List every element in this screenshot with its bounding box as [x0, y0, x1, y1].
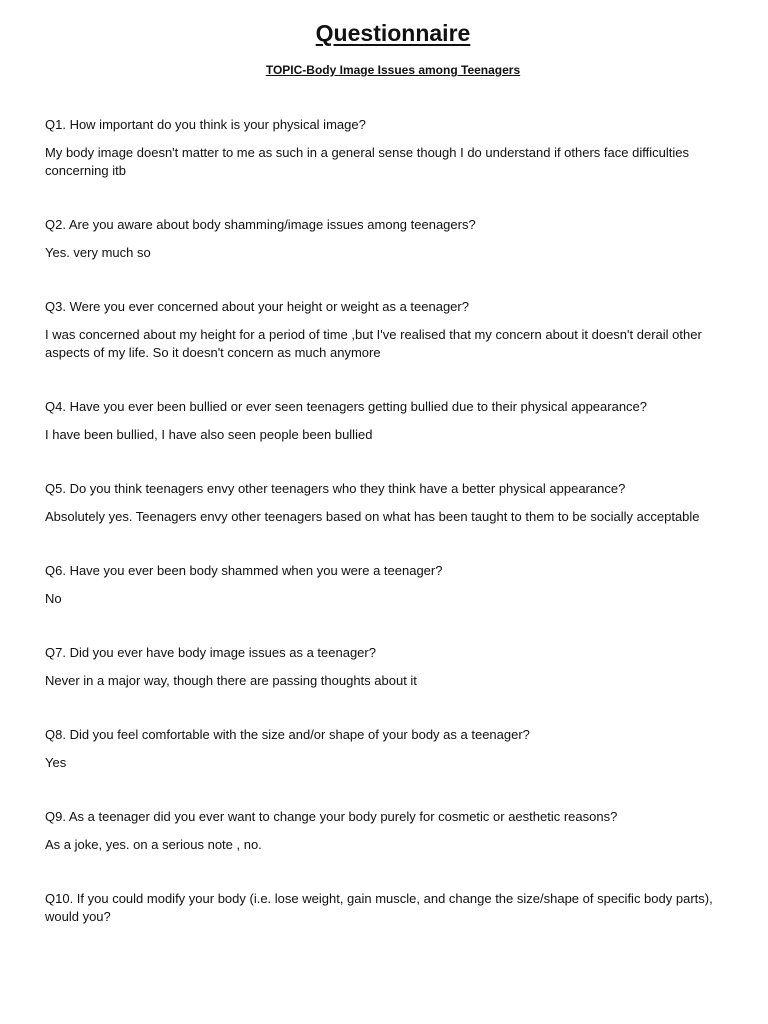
- qa-item-7: [45, 644, 735, 690]
- qa-item-10: [45, 890, 735, 936]
- question-5: Q5. Do you think teenagers envy other teenagers who they think have a better physical appearance?: [45, 481, 626, 496]
- qa-item-2: [45, 216, 735, 262]
- qa-item-1: [45, 116, 735, 180]
- answer-7: Never in a major way, though there are passing thoughts about it: [45, 673, 417, 688]
- question-8: Q8. Did you feel comfortable with the size and/or shape of your body as a teenager?: [45, 727, 530, 742]
- question-2: Q2. Are you aware about body shamming/image issues among teenagers?: [45, 217, 476, 232]
- question-9: Q9. As a teenager did you ever want to change your body purely for cosmetic or aesthetic reasons?: [45, 809, 618, 824]
- answer-9: As a joke, yes. on a serious note , no.: [45, 837, 262, 852]
- document-subtitle: TOPIC-Body Image Issues among Teenagers: [265, 63, 521, 77]
- qa-item-5: [45, 480, 735, 526]
- answer-4: I have been bullied, I have also seen people been bullied: [45, 427, 373, 442]
- answer-8: Yes: [45, 755, 67, 770]
- question-1: Q1. How important do you think is your physical image?: [45, 117, 366, 132]
- answer-3: I was concerned about my height for a period of time ,but I've realised that my concern about it doesn't derail other aspects of my life. So it doesn't concern as much anymore: [45, 327, 702, 360]
- qa-item-6: [45, 562, 735, 608]
- qa-item-3: [45, 298, 735, 362]
- answer-6: No: [45, 591, 62, 606]
- qa-item-9: [45, 808, 735, 854]
- document-title: Questionnaire: [315, 20, 471, 46]
- answer-1: My body image doesn't matter to me as such in a general sense though I do understand if others face difficulties concerning itb: [45, 145, 689, 178]
- qa-item-8: [45, 726, 735, 772]
- question-7: Q7. Did you ever have body image issues as a teenager?: [45, 645, 376, 660]
- question-10: Q10. If you could modify your body (i.e. lose weight, gain muscle, and change the size/shape of specific body parts), would you?: [45, 891, 713, 924]
- question-4: Q4. Have you ever been bullied or ever seen teenagers getting bullied due to their physical appearance?: [45, 399, 648, 414]
- answer-2: Yes. very much so: [45, 245, 151, 260]
- question-6: Q6. Have you ever been body shammed when you were a teenager?: [45, 563, 443, 578]
- qa-item-4: [45, 398, 735, 444]
- question-3: Q3. Were you ever concerned about your height or weight as a teenager?: [45, 299, 469, 314]
- answer-5: Absolutely yes. Teenagers envy other teenagers based on what has been taught to them to be socially acceptable: [45, 509, 700, 524]
